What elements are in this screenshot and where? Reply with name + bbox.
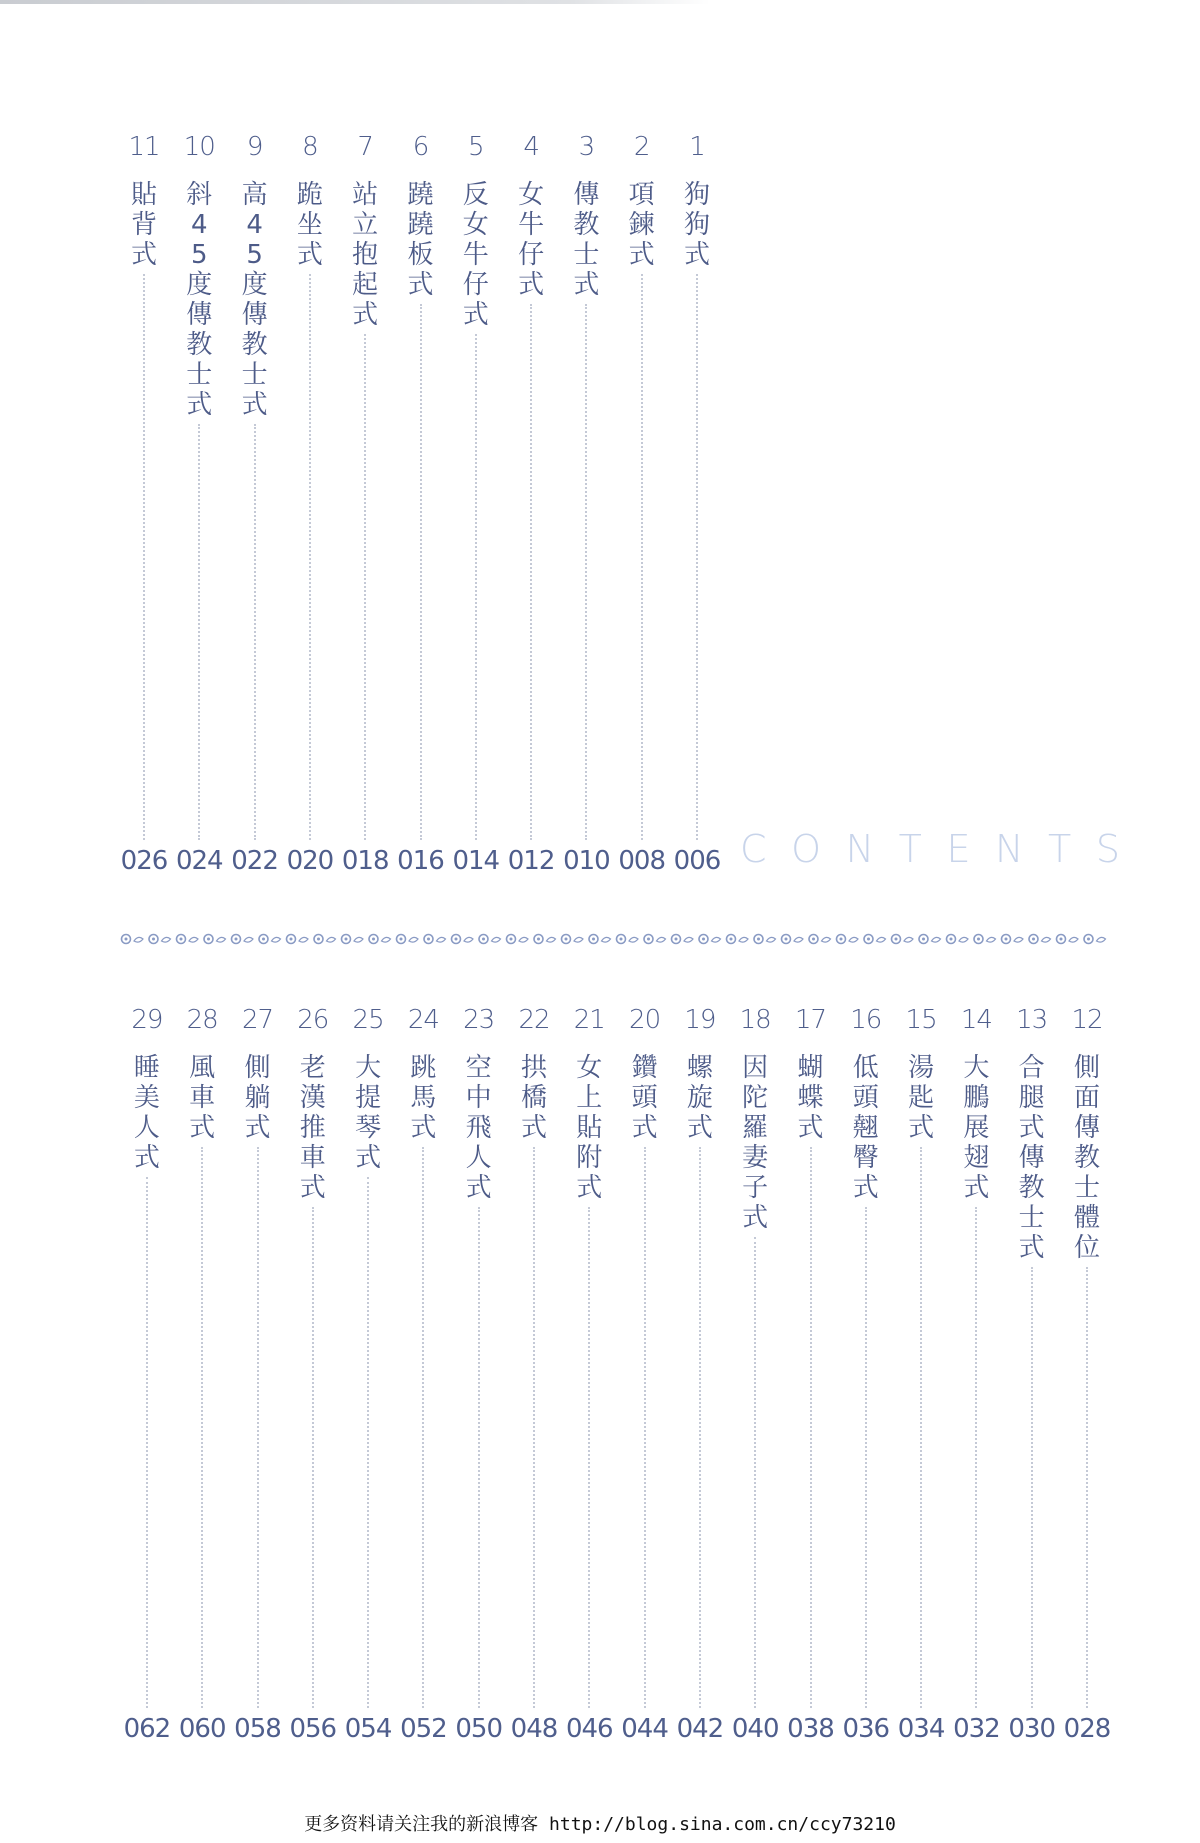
divider-flower-icon	[947, 935, 969, 944]
toc-entry[interactable]	[675, 1005, 725, 1744]
entry-title: 低頭翹臀式	[852, 1053, 879, 1203]
entry-title: 跪坐式	[296, 180, 323, 270]
divider-flower-icon	[837, 935, 859, 944]
entry-title: 蝴蝶式	[797, 1053, 824, 1143]
divider-flower-icon	[1057, 935, 1079, 944]
dotted-leader	[364, 334, 366, 840]
dotted-leader	[478, 1207, 480, 1708]
dotted-leader	[475, 334, 477, 840]
entry-title: 風車式	[189, 1053, 216, 1143]
entry-number: 5	[468, 132, 484, 162]
divider-flower-icon	[617, 935, 639, 944]
toc-entry[interactable]	[841, 1005, 891, 1744]
entry-page-number: 006	[673, 846, 721, 876]
divider-flower-icon	[342, 935, 364, 944]
divider-flower-icon	[699, 935, 721, 944]
entry-number: 12	[1071, 1005, 1103, 1035]
dotted-leader	[309, 274, 311, 840]
divider-flower-icon	[672, 935, 694, 944]
divider-flower-icon	[562, 935, 584, 944]
entry-title: 反女牛仔式	[462, 180, 489, 330]
toc-entry[interactable]	[506, 132, 556, 876]
entry-number: 15	[905, 1005, 937, 1035]
divider-flower-icon	[149, 935, 171, 944]
divider-flower-icon	[232, 935, 254, 944]
dotted-leader	[533, 1147, 535, 1708]
dotted-leader	[585, 304, 587, 840]
entry-number: 3	[578, 132, 595, 162]
entry-number: 7	[357, 132, 373, 162]
entry-title: 因陀羅妻子式	[742, 1053, 769, 1233]
toc-entry[interactable]	[1007, 1005, 1057, 1744]
toc-entry[interactable]	[119, 132, 169, 876]
divider-flower-icon	[1002, 935, 1024, 944]
entry-page-number: 040	[731, 1714, 779, 1744]
entry-page-number: 046	[565, 1714, 613, 1744]
divider-flower-icon	[259, 935, 281, 944]
toc-entry[interactable]	[398, 1005, 448, 1744]
divider-flower-icon	[177, 935, 199, 944]
divider-flower-icon	[287, 935, 309, 944]
heading-letter: S	[1095, 827, 1120, 871]
divider-flower-icon	[782, 935, 804, 944]
toc-entry[interactable]	[1062, 1005, 1112, 1744]
entry-title: 拱橋式	[520, 1053, 547, 1143]
entry-page-number: 012	[507, 846, 555, 876]
entry-number: 17	[794, 1005, 827, 1035]
dotted-leader	[257, 1147, 259, 1708]
entry-number: 11	[128, 132, 160, 162]
entry-page-number: 032	[953, 1714, 1000, 1744]
divider-flower-icon	[892, 935, 914, 944]
divider-flower-icon	[424, 935, 446, 944]
dotted-leader	[696, 274, 698, 840]
heading-letter: O	[791, 827, 822, 871]
dotted-leader	[1031, 1267, 1033, 1708]
entry-title: 老漢推車式	[299, 1053, 326, 1203]
entry-page-number: 022	[231, 846, 278, 876]
footer-note: 更多资料请关注我的新浪博客 http://blog.sina.com.cn/ccy73210	[304, 1814, 896, 1835]
dotted-leader	[201, 1147, 203, 1708]
toc-entry[interactable]	[122, 1005, 172, 1744]
divider-flower-icon	[1029, 935, 1051, 944]
divider-flower-icon	[369, 935, 391, 944]
entry-title: 貼背式	[130, 180, 157, 270]
dotted-leader	[254, 424, 256, 840]
entry-title: 大提琴式	[355, 1053, 382, 1173]
entry-number: 13	[1016, 1005, 1048, 1035]
dotted-leader	[641, 274, 643, 840]
divider-flower-icon	[452, 935, 474, 944]
entry-page-number: 034	[897, 1714, 945, 1744]
entry-page-number: 038	[787, 1714, 834, 1744]
entry-number: 4	[523, 132, 539, 162]
toc-entry[interactable]	[177, 1005, 227, 1744]
toc-entry[interactable]	[396, 132, 446, 876]
entry-title: 鑽頭式	[631, 1053, 658, 1143]
entry-number: 9	[246, 132, 263, 162]
entry-page-number: 018	[341, 846, 389, 876]
divider-flower-icon	[1084, 935, 1106, 944]
dotted-leader	[422, 1147, 424, 1708]
entry-title: 狗狗式	[683, 180, 710, 270]
entry-number: 27	[241, 1005, 274, 1035]
dotted-leader	[920, 1147, 922, 1708]
entry-title: 螺旋式	[686, 1053, 713, 1143]
dotted-leader	[588, 1207, 590, 1708]
toc-entry[interactable]	[233, 1005, 283, 1744]
entry-page-number: 028	[1063, 1714, 1111, 1744]
dotted-leader	[367, 1177, 369, 1708]
toc-entry[interactable]	[230, 132, 280, 876]
toc-entry[interactable]	[340, 132, 390, 876]
dotted-leader	[699, 1147, 701, 1708]
dotted-leader	[143, 274, 145, 840]
dotted-leader	[198, 424, 200, 840]
toc-entry[interactable]	[672, 132, 722, 876]
entry-title: 蹺蹺板式	[407, 180, 434, 300]
toc-entry[interactable]	[285, 132, 335, 876]
toc-entry[interactable]	[786, 1005, 836, 1744]
entry-title: 湯匙式	[908, 1053, 935, 1143]
entry-page-number: 042	[676, 1714, 724, 1744]
divider-flower-icon	[534, 935, 556, 944]
ornamental-divider	[120, 930, 1110, 948]
dotted-leader	[312, 1207, 314, 1708]
entry-number: 23	[463, 1005, 495, 1035]
entry-page-number: 020	[286, 846, 334, 876]
entry-page-number: 052	[400, 1714, 447, 1744]
toc-entry[interactable]	[509, 1005, 559, 1744]
toc-entry[interactable]	[451, 132, 501, 876]
heading-letter: E	[946, 827, 971, 871]
dotted-leader	[810, 1147, 812, 1708]
entry-title: 跳馬式	[410, 1053, 437, 1143]
entry-number: 28	[186, 1005, 218, 1035]
dotted-leader	[530, 304, 532, 840]
toc-entry[interactable]	[564, 1005, 614, 1744]
dotted-leader	[420, 304, 422, 840]
heading-letter: N	[995, 827, 1024, 871]
toc-entry[interactable]	[951, 1005, 1001, 1744]
dotted-leader	[146, 1177, 148, 1708]
heading-letter: N	[845, 827, 875, 871]
entry-number: 22	[518, 1005, 550, 1035]
divider-flower-icon	[507, 935, 529, 944]
entry-number: 21	[573, 1005, 605, 1035]
toc-entry[interactable]	[730, 1005, 780, 1744]
entry-page-number: 050	[455, 1714, 502, 1744]
entry-page-number: 044	[621, 1714, 668, 1744]
divider-flower-icon	[204, 935, 226, 944]
divider-flower-icon	[397, 935, 419, 944]
entry-title: 空中飛人式	[465, 1053, 492, 1203]
entry-page-number: 010	[563, 846, 610, 876]
divider-flower-icon	[314, 935, 336, 944]
divider-flower-icon	[919, 935, 941, 944]
entry-number: 14	[960, 1005, 992, 1035]
entry-number: 26	[297, 1005, 329, 1035]
contents-heading	[740, 826, 1120, 872]
entry-number: 25	[352, 1005, 384, 1035]
entry-number: 8	[302, 132, 318, 162]
entry-page-number: 026	[120, 846, 168, 876]
toc-entry[interactable]	[617, 132, 667, 876]
entry-title: 女上貼附式	[576, 1053, 603, 1203]
divider-flower-icon	[727, 935, 749, 944]
toc-entry[interactable]	[288, 1005, 338, 1744]
heading-letter: C	[740, 827, 767, 871]
entry-number: 2	[633, 132, 650, 162]
divider-flower-icon	[479, 935, 501, 944]
entry-page-number: 030	[1008, 1714, 1055, 1744]
entry-title: 女牛仔式	[518, 180, 545, 300]
entry-number: 19	[684, 1005, 716, 1035]
entry-title: 大鵬展翅式	[963, 1053, 990, 1203]
entry-title: 睡美人式	[133, 1053, 160, 1173]
heading-letter: T	[898, 827, 922, 871]
entry-number: 29	[131, 1005, 163, 1035]
entry-page-number: 016	[397, 846, 444, 876]
entry-title: 項鍊式	[628, 180, 655, 270]
divider-flower-icon	[864, 935, 886, 944]
entry-page-number: 060	[178, 1714, 226, 1744]
divider-flower-icon	[974, 935, 996, 944]
entry-title: 側躺式	[244, 1053, 271, 1143]
heading-letter: T	[1048, 827, 1072, 871]
entry-number: 20	[629, 1005, 661, 1035]
entry-page-number: 056	[289, 1714, 337, 1744]
entry-title: 合腿式傳教士式	[1018, 1053, 1045, 1263]
entry-title: 傳教士式	[573, 180, 600, 300]
toc-entry[interactable]	[454, 1005, 504, 1744]
divider-flower-icon	[809, 935, 831, 944]
divider-flower-icon	[122, 935, 144, 944]
dotted-leader	[865, 1207, 867, 1708]
entry-page-number: 062	[123, 1714, 171, 1744]
entry-title: 斜45度傳教士式	[186, 180, 213, 420]
divider-flower-icon	[589, 935, 611, 944]
entry-number: 10	[183, 132, 215, 162]
entry-number: 18	[739, 1005, 771, 1035]
entry-number: 1	[689, 132, 705, 162]
entry-number: 6	[412, 132, 429, 162]
entry-page-number: 024	[175, 846, 223, 876]
toc-entry[interactable]	[343, 1005, 393, 1744]
dotted-leader	[644, 1147, 646, 1708]
toc-entry[interactable]	[620, 1005, 670, 1744]
entry-title: 站立抱起式	[352, 180, 379, 330]
dotted-leader	[975, 1207, 977, 1708]
entry-page-number: 008	[618, 846, 665, 876]
divider-flower-icon	[644, 935, 666, 944]
toc-entry[interactable]	[896, 1005, 946, 1744]
entry-number: 24	[407, 1005, 439, 1035]
entry-page-number: 058	[234, 1714, 281, 1744]
entry-page-number: 054	[344, 1714, 392, 1744]
toc-entry[interactable]	[561, 132, 611, 876]
entry-page-number: 036	[842, 1714, 890, 1744]
entry-number: 16	[850, 1005, 882, 1035]
dotted-leader	[754, 1237, 756, 1708]
dotted-leader	[1086, 1267, 1088, 1708]
entry-title: 側面傳教士體位	[1073, 1053, 1100, 1263]
toc-entry[interactable]	[174, 132, 224, 876]
divider-flower-icon	[754, 935, 776, 944]
entry-title: 高45度傳教士式	[241, 180, 268, 420]
entry-page-number: 014	[452, 846, 500, 876]
entry-page-number: 048	[510, 1714, 558, 1744]
